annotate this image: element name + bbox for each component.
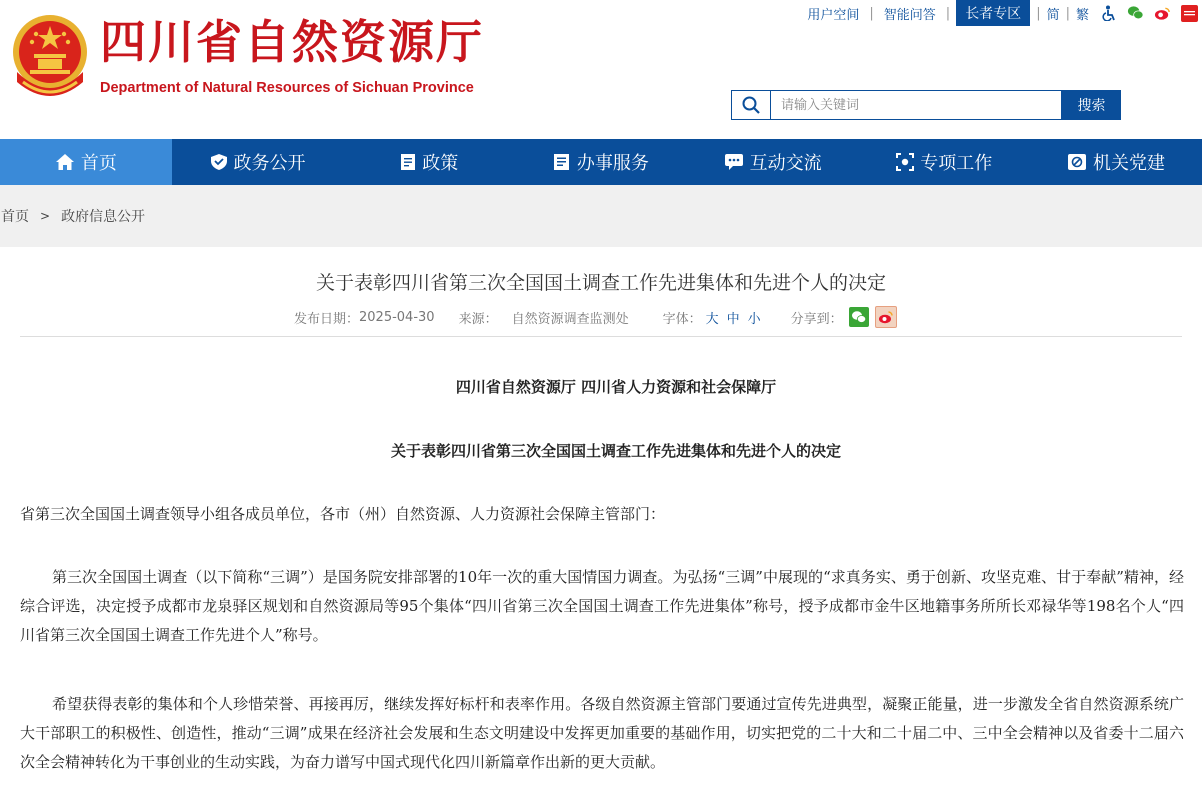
article [0, 247, 1202, 792]
publish-date: 2025-04-30 [359, 309, 435, 325]
document-icon [400, 153, 416, 171]
share-label: 分享到： [790, 311, 843, 327]
nav-item-label: 政策 [422, 153, 459, 174]
traditional-chinese-link[interactable]: 繁 [1075, 7, 1089, 23]
nav-item-label: 专项工作 [920, 153, 993, 174]
nav-item-home[interactable] [0, 139, 172, 185]
nav-item-policy[interactable] [343, 139, 515, 185]
body-paragraph: 希望获得表彰的集体和个人珍惜荣誉、再接再厉，继续发挥好标杆和表率作用。各级自然资源主管部门要通过宣传先进典型，凝聚正能量，进一步激发全省自然资源系统广大干部职工的积极性、创造性，推动“三调”成果在经济社会发展和生态文明建设中发挥更加重要的基础作用，切实把党的二十大和二十届二中、三中全会精神以及省委十二届六次全会精神转化为干事创业的生动实践，为奋力谱写中国式现代化四川新篇章作出新的更大贡献。 [20, 695, 1184, 771]
wechat-icon[interactable] [1127, 5, 1144, 22]
chat-icon [724, 153, 744, 171]
divider: | [1036, 5, 1041, 21]
nav-item-party-building[interactable] [1030, 139, 1202, 185]
font-size-small-button[interactable]: 小 [747, 311, 761, 327]
font-size-large-button[interactable]: 大 [705, 311, 719, 327]
elder-zone-button[interactable]: 长者专区 [956, 0, 1030, 26]
font-size-label: 字体： [662, 311, 702, 327]
divider: | [945, 5, 951, 21]
breadcrumb-current-link[interactable]: 政府信息公开 [61, 209, 146, 225]
home-icon [55, 153, 75, 171]
site-title-english: Department of Natural Resources of Sichuan Province [100, 80, 474, 96]
source-label: 来源： [458, 311, 498, 327]
accessibility-icon[interactable] [1100, 5, 1117, 22]
nav-item-label: 办事服务 [576, 153, 649, 174]
shield-icon [210, 153, 228, 171]
simplified-chinese-link[interactable]: 简 [1046, 7, 1060, 23]
nav-item-gov-affairs[interactable] [172, 139, 344, 185]
body-paragraph: 第三次全国国土调查（以下简称“三调”）是国务院安排部署的10年一次的重大国情国力调查。为弘扬“三调”中展现的“求真务实、勇于创新、攻坚克难、甘于奉献”精神，经综合评选，决定授予成都市龙泉驿区规划和自然资源局等95个集体“四川省第三次全国国土调查工作先进集体”称号，授予成都市金牛区地籍事务所所长邓禄华等198名个人“四川省第三次全国国土调查工作先进个人”称号。 [20, 568, 1184, 644]
share-wechat-icon[interactable] [849, 307, 869, 327]
breadcrumb [1, 206, 145, 226]
nav-item-services[interactable] [515, 139, 687, 185]
breadcrumb-bar [0, 185, 1202, 247]
share-weibo-icon[interactable] [875, 306, 897, 328]
main-nav [0, 139, 1202, 185]
top-links-bar [797, 0, 1202, 26]
divider: | [869, 5, 874, 21]
article-title: 关于表彰四川省第三次全国国土调查工作先进集体和先进个人的决定 [315, 272, 886, 294]
nav-item-interaction[interactable] [687, 139, 859, 185]
nav-item-label: 机关党建 [1092, 153, 1165, 174]
nav-item-label: 政务公开 [233, 153, 306, 174]
nav-item-label: 首页 [80, 153, 117, 174]
divider: | [1065, 5, 1070, 21]
font-size-medium-button[interactable]: 中 [726, 311, 740, 327]
smart-qa-link[interactable]: 智能问答 [883, 7, 936, 23]
form-icon [553, 153, 571, 171]
user-space-link[interactable]: 用户空间 [807, 7, 860, 23]
article-meta [294, 304, 897, 330]
date-label: 发布日期： [294, 311, 360, 327]
party-emblem-icon [1067, 153, 1087, 171]
weibo-icon[interactable] [1154, 5, 1171, 22]
search-button[interactable]: 搜索 [1062, 90, 1121, 120]
site-header [0, 0, 1202, 139]
national-emblem-logo [9, 12, 91, 104]
issuing-authorities: 四川省自然资源厅 四川省人力资源和社会保障厅 [455, 378, 777, 396]
document-title: 关于表彰四川省第三次全国国土调查工作先进集体和先进个人的决定 [390, 442, 841, 460]
breadcrumb-separator: > [40, 209, 51, 223]
source-value: 自然资源调查监测处 [511, 311, 629, 327]
breadcrumb-home-link[interactable]: 首页 [1, 209, 29, 225]
title-divider [20, 336, 1182, 337]
nav-item-label: 互动交流 [749, 153, 822, 174]
salutation-paragraph: 省第三次全国国土调查领导小组各成员单位，各市（州）自然资源、人力资源社会保障主管部门： [20, 505, 666, 523]
nav-item-special-work[interactable] [858, 139, 1030, 185]
search-input[interactable] [770, 90, 1062, 120]
site-title[interactable]: 四川省自然资源厅 [100, 15, 484, 69]
search-bar [731, 90, 1121, 120]
toutiao-icon[interactable] [1181, 5, 1198, 22]
target-icon [896, 153, 914, 171]
search-icon[interactable] [731, 90, 770, 120]
